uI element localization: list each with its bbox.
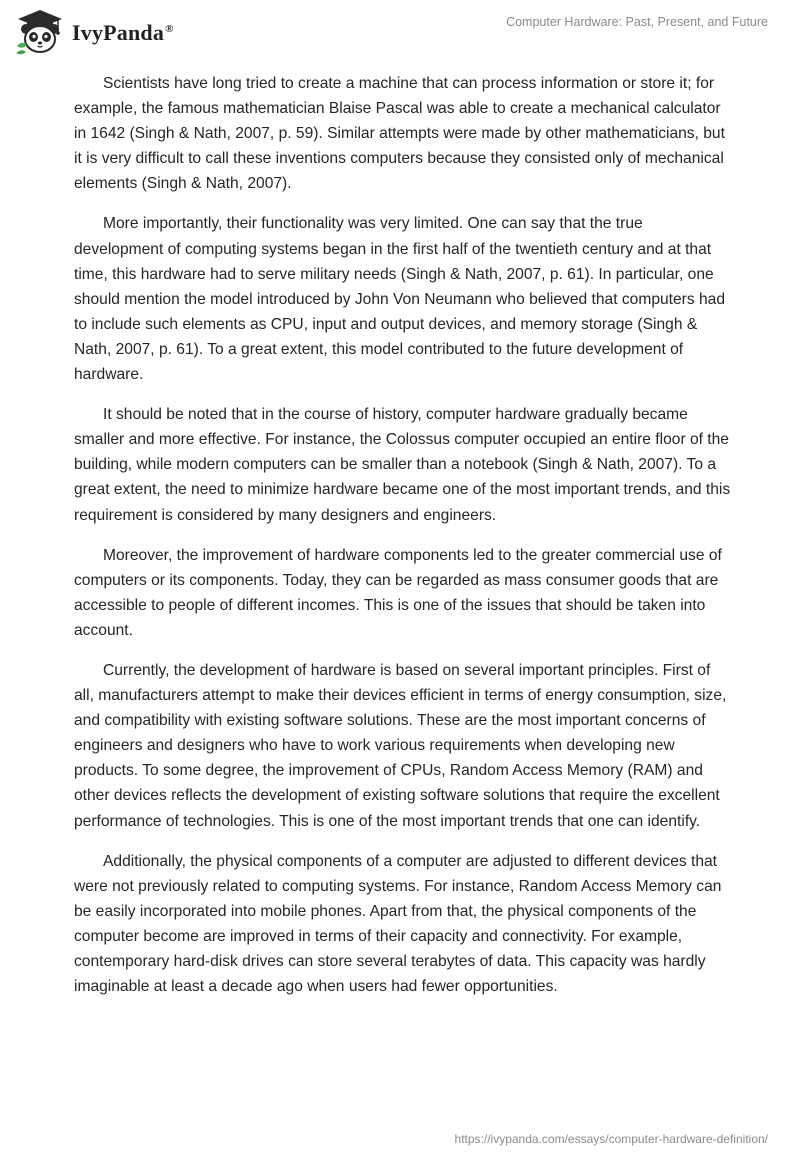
paragraph: Scientists have long tried to create a machine that can process information or store it; for example, the famous mathematician Blaise Pascal was able to create a mechanical calculator in 1642 (Singh & Nath, 2007, p. 59). Similar attempts were made by other mathematicians, but it is very difficult to call these inventions computers because they consisted only of mechanical elements (Singh & Nath, 2007). <box>74 75 725 193</box>
paragraph: Currently, the development of hardware is based on several important principles. First of all, manufacturers attempt to make their devices efficient in terms of energy consumption, size, and compatibility with existing software solutions. These are the most important concerns of engineers and designers who have to work various requirements when developing new products. To some degree, the improvement of CPUs, Random Access Memory (RAM) and other devices reflects the development of existing software solutions that require the excellent performance of technologies. This is one of the most important trends that one can identify. <box>74 661 727 830</box>
ivypanda-logo[interactable] <box>14 8 174 56</box>
essay-body <box>74 71 734 1014</box>
registered-mark: ® <box>165 22 174 35</box>
paragraph: Moreover, the improvement of hardware components led to the greater commercial use of computers or its components. Today, they can be regarded as mass consumer goods that are accessible to people of different incomes. This is one of the issues that should be taken into account. <box>74 546 722 639</box>
source-url-link[interactable]: https://ivypanda.com/essays/computer-hardware-definition/ <box>454 1132 768 1146</box>
panda-graduate-icon <box>14 8 66 56</box>
paragraph: Additionally, the physical components of a computer are adjusted to different devices that were not previously related to computing systems. For instance, Random Access Memory can be easily incorporated into mobile phones. Apart from that, the physical components of the computer become are improved in terms of their capacity and connectivity. For example, contemporary hard-disk drives can store several terabytes of data. This capacity was hardly imaginable at least a decade ago when users had fewer opportunities. <box>74 852 722 996</box>
paragraph: More importantly, their functionality was very limited. One can say that the true development of computing systems began in the first half of the twentieth century and at that time, this hardware had to serve military needs (Singh & Nath, 2007, p. 61). In particular, one should mention the model introduced by John Von Neumann who believed that computers had to include such elements as CPU, input and output devices, and memory storage (Singh & Nath, 2007, p. 61). To a great extent, this model contributed to the future development of hardware. <box>74 215 726 384</box>
brand-name: IvyPanda® <box>72 20 174 45</box>
document-title: Computer Hardware: Past, Present, and Future <box>506 15 768 29</box>
page-header <box>0 0 800 60</box>
paragraph: It should be noted that in the course of history, computer hardware gradually became smaller and more effective. For instance, the Colossus computer occupied an entire floor of the building, while modern computers can be smaller than a notebook (Singh & Nath, 2007). To a great extent, the need to minimize hardware became one of the most important trends, and this requirement is considered by many designers and engineers. <box>74 406 731 524</box>
